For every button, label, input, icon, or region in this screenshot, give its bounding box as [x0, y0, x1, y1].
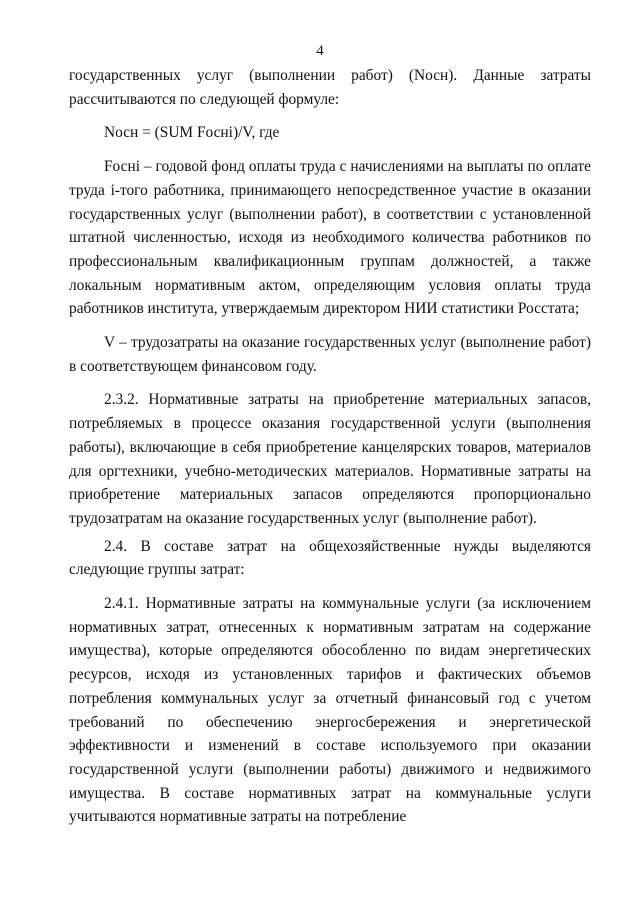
paragraph-2-3-2: 2.3.2. Нормативные затраты на приобретение материальных запасов, потребляемых в процессе оказания государственной услуги (выполнения работы), включающие в себя приобретение канцелярских товаров, материалов для оргтехники, учебно-методических материалов. Нормативные затраты на приобретение материальных запасов определяются пропорционально трудозатратам на оказание государственных услуг (выполнение работ). — [69, 391, 591, 527]
formula-line: Nосн = (SUM Fосні)/V, где — [104, 124, 280, 142]
document-body — [69, 64, 591, 829]
paragraph-2-4: 2.4. В составе затрат на общехозяйственные нужды выделяются следующие группы затрат: — [69, 537, 591, 579]
paragraph-2-4-1: 2.4.1. Нормативные затраты на коммунальные услуги (за исключением нормативных затрат, отнесенных к нормативным затратам на содержание имущества), которые определяются обособленно по видам энергетических ресурсов, исходя из установленных тарифов и фактических объемов потребления коммунальных услуг за отчетный финансовый год с учетом требований по обеспечению энергосбережения и энергетической эффективности и изменений в составе используемого при оказании государственной услуги (выполнении работы) движимого и недвижимого имущества. В составе нормативных затрат на коммунальные услуги учитываются нормативные затраты на потребление — [69, 595, 591, 826]
paragraph-continuation: государственных услуг (выполнении работ) (Nосн). Данные затраты рассчитываются по следующей формуле: — [69, 67, 591, 108]
paragraph-v-definition: V – трудозатраты на оказание государственных услуг (выполнение работ) в соответствующем финансовом году. — [69, 334, 591, 375]
paragraph-fosni-definition: Fосні – годовой фонд оплаты труда с начислениями на выплаты по оплате труда і-того работника, принимающего непосредственное участие в оказании государственных услуг (выполнении работ), в соответствии с установленной штатной численностью, исходя из необходимого количества работников по профессиональным квалификационным группам должностей, а также локальным нормативным актом, определяющим условия оплаты труда работников института, утверждаемым директором НИИ статистики Росстата; — [69, 158, 591, 318]
page-number: 4 — [316, 43, 324, 59]
